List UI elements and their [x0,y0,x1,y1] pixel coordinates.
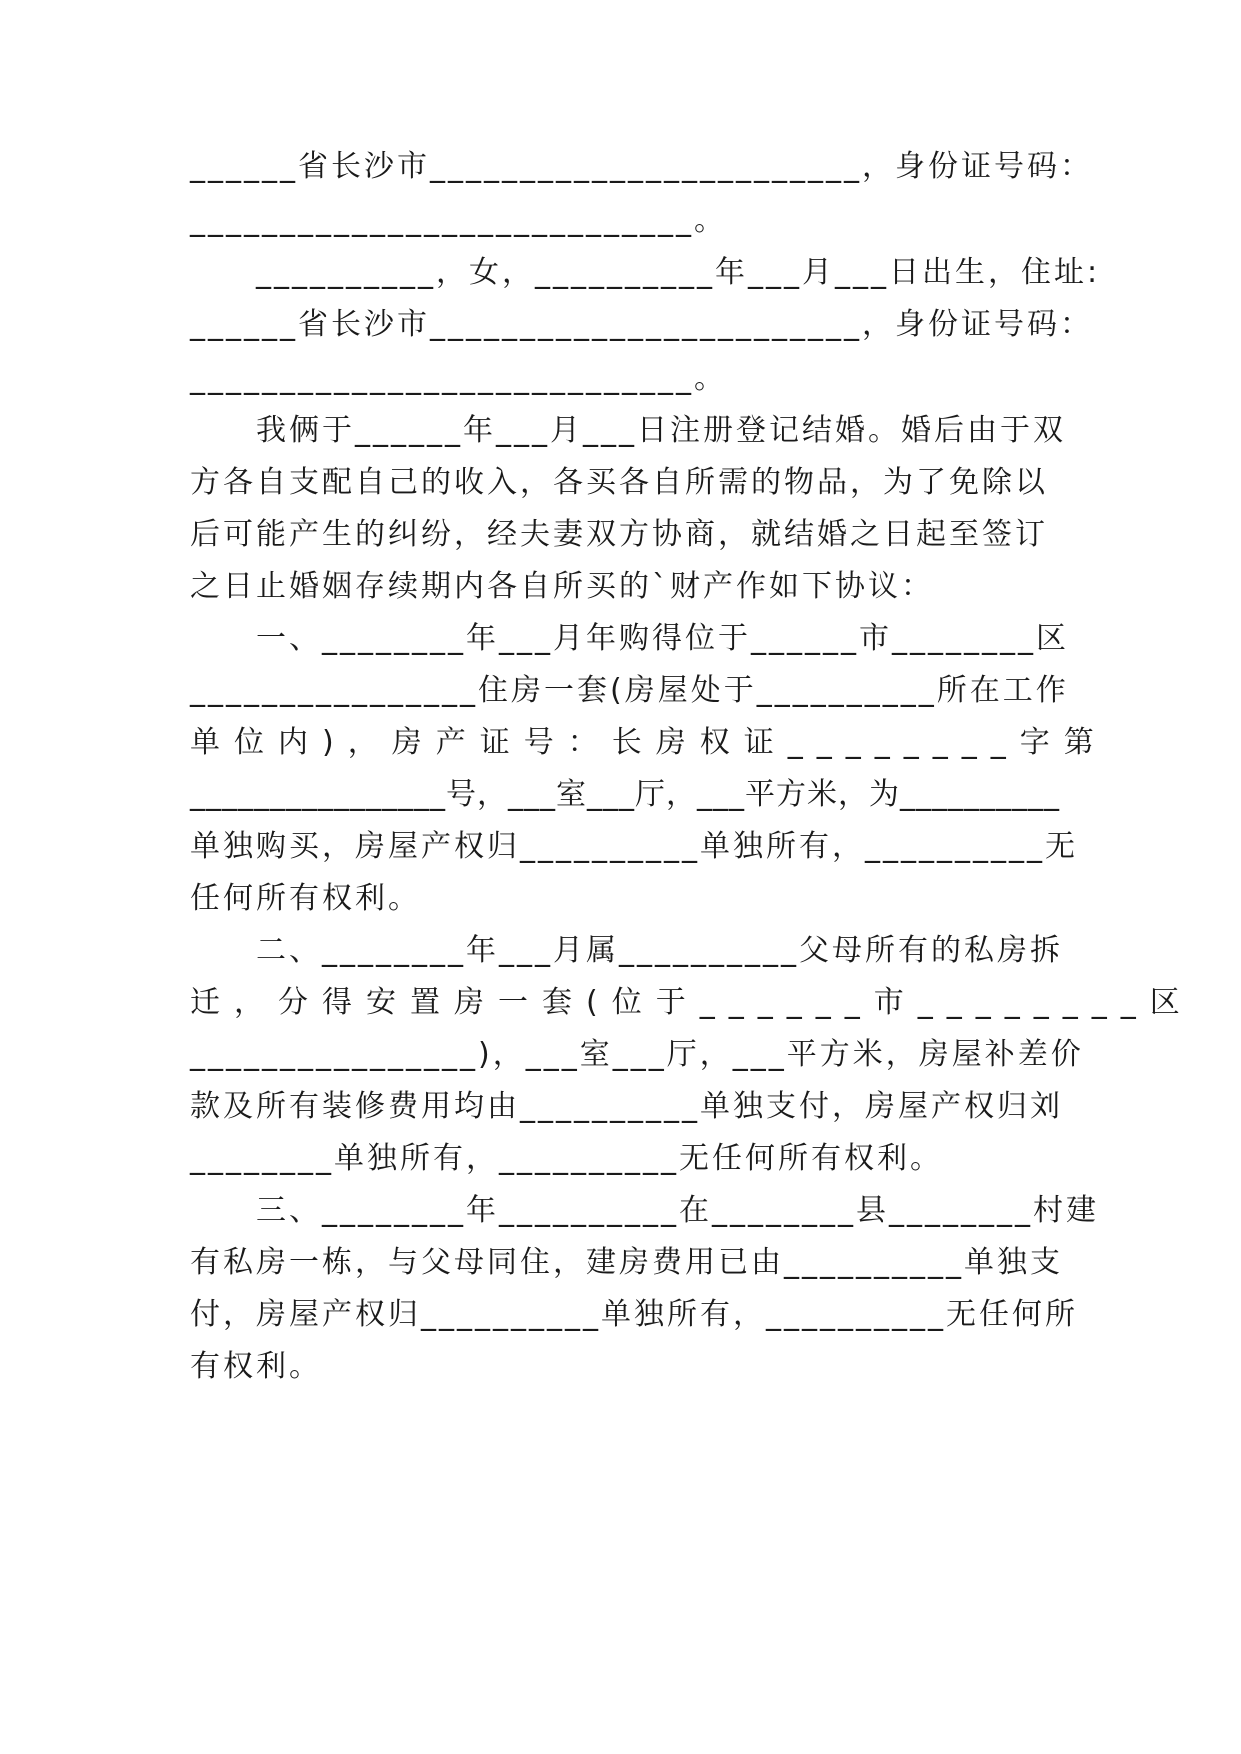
text-line: 任何所有权利。 [190,881,421,916]
text-line: ______省长沙市________________________，身份证号码： [190,307,1093,342]
text-line: __________，女，__________年___月___日出生，住址: [190,255,1101,290]
text-line: 后可能产生的纠纷，经夫妻双方协商，就结婚之日起至签订 [190,517,1048,552]
text-line: ________________住房一套(房屋处于__________所在工作 [190,673,1069,708]
text-line: 之日止婚姻存续期内各自所买的`财产作如下协议： [190,569,934,604]
text-line: 有私房一栋，与父母同住，建房费用已由__________单独支 [190,1245,1063,1280]
text-line: 二、________年___月属__________父母所有的私房拆 [190,933,1063,968]
text-line: ________单独所有，__________无任何所有权利。 [190,1141,943,1176]
text-line: 一、________年___月年购得位于______市________区 [190,621,1069,656]
text-line: ____________________________。 [190,361,727,396]
text-line: 单位内)，房产证号：长房权证________字第 [190,725,1108,760]
text-line: 方各自支配自己的收入，各买各自所需的物品，为了免除以 [190,465,1048,500]
text-line: 我俩于______年___月___日注册登记结婚。婚后由于双 [190,413,1066,448]
text-line: 三、________年__________在________县________村建 [190,1193,1099,1228]
text-line: ________________号，___室___厅，___平方米，为__________ [190,777,1060,812]
text-line: 迁，分得安置房一套(位于______市________区 [190,985,1194,1020]
text-line: ____________________________。 [190,203,727,238]
text-line: ________________)，___室___厅，___平方米，房屋补差价 [190,1037,1084,1072]
text-line: 款及所有装修费用均由__________单独支付，房屋产权归刘 [190,1089,1063,1124]
text-line: 单独购买，房屋产权归__________单独所有，__________无 [190,829,1078,864]
text-line: 有权利。 [190,1349,322,1384]
text-line: ______省长沙市________________________，身份证号码： [190,149,1093,184]
text-line: 付，房屋产权归__________单独所有，__________无任何所 [190,1297,1078,1332]
